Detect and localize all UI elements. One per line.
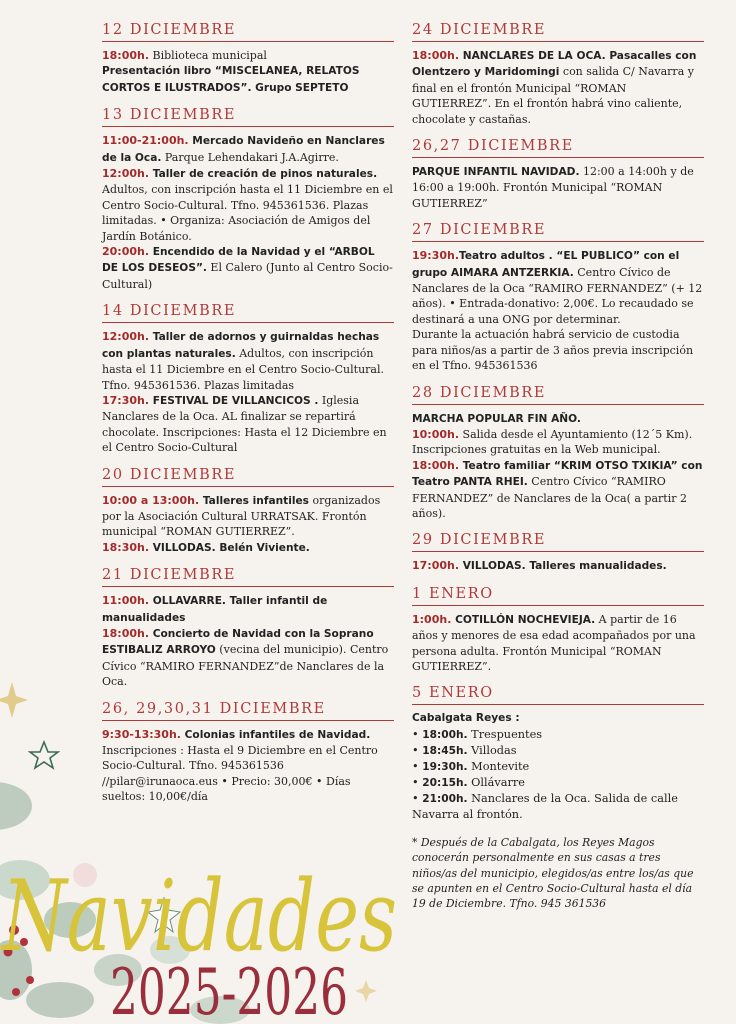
event-entry [412, 612, 704, 675]
section-2 [412, 222, 704, 373]
section-title: 14 DICIEMBRE [102, 303, 394, 323]
section-title: 5 ENERO [412, 685, 704, 705]
stop-place: Ollávarre [467, 775, 525, 789]
event-text: FESTIVAL DE VILLANCICOS . [149, 394, 319, 407]
cabalgata-stop [412, 775, 704, 791]
event-text: NANCLARES DE LA OCA. Pasacalles con Olentzero y Maridomingi [412, 50, 697, 79]
event-time: 18:00h. [102, 49, 150, 62]
section-3 [412, 385, 704, 522]
event-entry [102, 166, 394, 244]
event-entry [412, 164, 704, 211]
event-entry [102, 63, 394, 96]
event-entry [102, 593, 394, 626]
section-title: 20 DICIEMBRE [102, 467, 394, 487]
event-entry [102, 244, 394, 292]
event-text: Taller de creación de pinos naturales. [149, 168, 378, 181]
event-time: 10:00 a 13:00h. [102, 493, 200, 507]
stop-place: Nanclares de la Oca. Salida de calle Navarra al frontón. [412, 791, 678, 821]
event-text: Presentación libro “MISCELANEA, RELATOS CORTOS E ILUSTRADOS”. Grupo SEPTETO [102, 65, 360, 94]
gold-star-icon [0, 682, 28, 718]
section-0 [412, 22, 704, 127]
event-text: con salida C/ Navarra y final en el frontón Municipal “ROMAN GUTIERREZ”. En el frontón habrá vino caliente, chocolate y castañas. [412, 65, 694, 126]
event-text: Mercado Navideño en Nanclares de la Oca. [102, 135, 385, 164]
event-time: 12:00h. [102, 167, 150, 181]
section-title: 13 DICIEMBRE [102, 107, 394, 127]
section-title: 21 DICIEMBRE [102, 567, 394, 587]
section-title: 27 DICIEMBRE [412, 222, 704, 242]
event-time: 18:00h. [102, 626, 150, 640]
event-entry [412, 327, 704, 373]
section-title: 28 DICIEMBRE [412, 385, 704, 405]
section-0 [102, 22, 394, 96]
event-text: OLLAVARRE. Taller infantil de manualidades [102, 595, 328, 624]
event-text: Centro Cívico de Nanclares de la Oca “RAMIRO FERNANDEZ” (+ 12 años). • Entrada-donativo: 2,00€. Lo recaudado se destinará a una ONG por determinar. [412, 265, 703, 326]
event-text: Centro Cívico “RAMIRO FERNANDEZ” de Nanclares de la Oca( a partir 2 años). [412, 475, 687, 520]
event-time: 1:00h. [412, 612, 452, 626]
event-time: 12:00h. [102, 330, 150, 344]
event-text: MARCHA POPULAR FIN AÑO. [412, 412, 581, 425]
navidades-title: Navidades [0, 860, 397, 974]
small-gold-star-icon [355, 980, 377, 1002]
section-5 [412, 586, 704, 675]
event-text: Inscripciones : Hasta el 9 Diciembre en el Centro Socio-Cultural. Tfno. 945361536 //pilar@irunaoca.eus • Precio: 30,00€ • Días sueltos: 10,00€/día [102, 744, 378, 804]
event-time: 11:00h. [102, 594, 150, 608]
section-2 [102, 303, 394, 455]
event-time: 19:30h. [412, 249, 460, 263]
event-time: 20:00h. [102, 245, 150, 259]
event-text: Teatro adultos . “EL PUBLICO” con el grupo AIMARA ANTZERKIA. [412, 250, 680, 279]
event-time: 11:00-21:00h. [102, 134, 189, 148]
section-title: 24 DICIEMBRE [412, 22, 704, 42]
bullet-icon: • [412, 759, 423, 773]
event-entry [412, 48, 704, 127]
event-text: Colonias infantiles de Navidad. [180, 728, 371, 741]
section-3 [102, 467, 394, 557]
event-entry [412, 411, 704, 427]
event-text: (vecina del municipio). Centro Cívico “RAMIRO FERNANDEZ”de Nanclares de la Oca. [102, 643, 389, 689]
event-text: COTILLÓN NOCHEVIEJA. [451, 613, 596, 626]
stop-time: 21:00h. [422, 792, 468, 805]
event-entry [412, 248, 704, 327]
event-text: Adultos, con inscripción hasta el 11 Diciembre en el Centro Socio-Cultural. Tfno. 945361536. Plazas limitadas [102, 346, 384, 392]
event-text: Teatro familiar “KRIM OTSO TXIKIA” con Teatro PANTA RHEI. [412, 459, 703, 489]
bullet-icon: • [412, 743, 423, 757]
stop-time: 18:45h. [422, 744, 468, 757]
cabalgata-stop [412, 743, 704, 759]
event-time: 18:30h. [102, 540, 150, 554]
bullet-icon: • [412, 791, 423, 805]
bullet-icon: • [412, 727, 423, 741]
event-entry [102, 48, 394, 63]
event-text: VILLODAS. Talleres manualidades. [459, 560, 667, 573]
cabalgata-list [412, 727, 704, 823]
event-entry [412, 427, 704, 458]
event-text: Talleres infantiles [199, 494, 309, 507]
event-text: Parque Lehendakari J.A.Agirre. [161, 150, 339, 164]
section-title: 12 DICIEMBRE [102, 22, 394, 42]
event-text: organizados por la Asociación Cultural URRATSAK. Frontón municipal “ROMAN GUTIERREZ”. [102, 493, 381, 539]
event-entry [102, 329, 394, 393]
event-text: Biblioteca municipal [149, 49, 267, 62]
reyes-note: * Después de la Cabalgata, los Reyes Magos conocerán personalmente en sus casas a tres niños/as del municipio, elegidos/as entre los/as que se apunten en el Centro Socio-Cultural hasta el día 19 de Diciembre. Tfno. 945 361536 [412, 835, 694, 911]
section-title: 29 DICIEMBRE [412, 532, 704, 552]
event-text: VILLODAS. Belén Viviente. [149, 541, 310, 554]
bullet-icon: • [412, 775, 423, 789]
section-title: 26,27 DICIEMBRE [412, 138, 704, 158]
event-entry [102, 540, 394, 556]
section-4 [412, 532, 704, 574]
event-entry [102, 393, 394, 456]
event-text: Concierto de Navidad con la Soprano ESTIBALIZ ARROYO [102, 627, 374, 657]
event-text: Encendido de la Navidad y el “ARBOL DE LOS DESEOS”. [102, 246, 375, 275]
event-text: A partir de 16 años y menores de esa edad acompañados por una persona adulta. Frontón Municipal “ROMAN GUTIERREZ”. [412, 612, 696, 673]
event-time: 9:30-13:30h. [102, 727, 181, 741]
right-sections [412, 22, 704, 674]
cabalgata-stop [412, 759, 704, 775]
event-time: 18:00h. [412, 49, 460, 62]
section-4 [102, 567, 394, 689]
green-outline-star-icon [30, 742, 58, 768]
years-title: 2025-2026 [110, 956, 348, 1024]
event-time: 17:00h. [412, 559, 460, 573]
event-text: 12:00 a 14:00h y de 16:00 a 19:00h. Frontón Municipal “ROMAN GUTIERREZ” [412, 165, 694, 210]
event-entry [102, 133, 394, 166]
section-5-enero [412, 685, 704, 911]
event-entry [412, 458, 704, 522]
stop-time: 19:30h. [422, 760, 468, 773]
event-text: Salida desde el Ayuntamiento (12´5 Km). Inscripciones gratuitas en la Web municipal. [412, 427, 693, 457]
cabalgata-stop [412, 727, 704, 743]
event-text: Taller de adornos y guirnaldas hechas con plantas naturales. [102, 331, 380, 360]
stop-place: Trespuentes [467, 727, 543, 741]
event-entry [102, 493, 394, 540]
cabalgata-heading: Cabalgata Reyes : [412, 712, 520, 725]
stop-place: Villodas [467, 743, 517, 757]
event-text: Durante la actuación habrá servicio de custodia para niños/as a partir de 3 años previa inscripción en el Tfno. 945361536 [412, 328, 694, 373]
section-1 [102, 107, 394, 292]
event-time: 17:30h. [102, 393, 150, 407]
event-text: Iglesia Nanclares de la Oca. AL finalizar se repartirá chocolate. Inscripciones: Hasta el 12 Diciembre en el Centro Socio-Cultural [102, 393, 387, 455]
event-time: 10:00h. [412, 427, 460, 441]
stop-place: Montevite [467, 759, 530, 773]
christmas-decoration [0, 680, 400, 1024]
section-1 [412, 138, 704, 211]
event-text: Adultos, con inscripción hasta el 11 Diciembre en el Centro Socio-Cultural. Tfno. 945361536. Plazas limitadas. • Organiza: Asociación de Amigos del Jardín Botánico. [102, 183, 393, 243]
event-text: PARQUE INFANTIL NAVIDAD. [412, 166, 580, 179]
event-text: El Calero (Junto al Centro Socio-Cultural) [102, 261, 393, 291]
stop-time: 20:15h. [422, 776, 468, 789]
cabalgata-stop [412, 791, 704, 823]
stop-time: 18:00h. [422, 728, 468, 741]
right-column [412, 22, 704, 923]
section-title: 1 ENERO [412, 586, 704, 606]
event-time: 18:00h. [412, 458, 460, 472]
event-entry [412, 558, 704, 574]
section-title: 26, 29,30,31 DICIEMBRE [102, 701, 394, 721]
